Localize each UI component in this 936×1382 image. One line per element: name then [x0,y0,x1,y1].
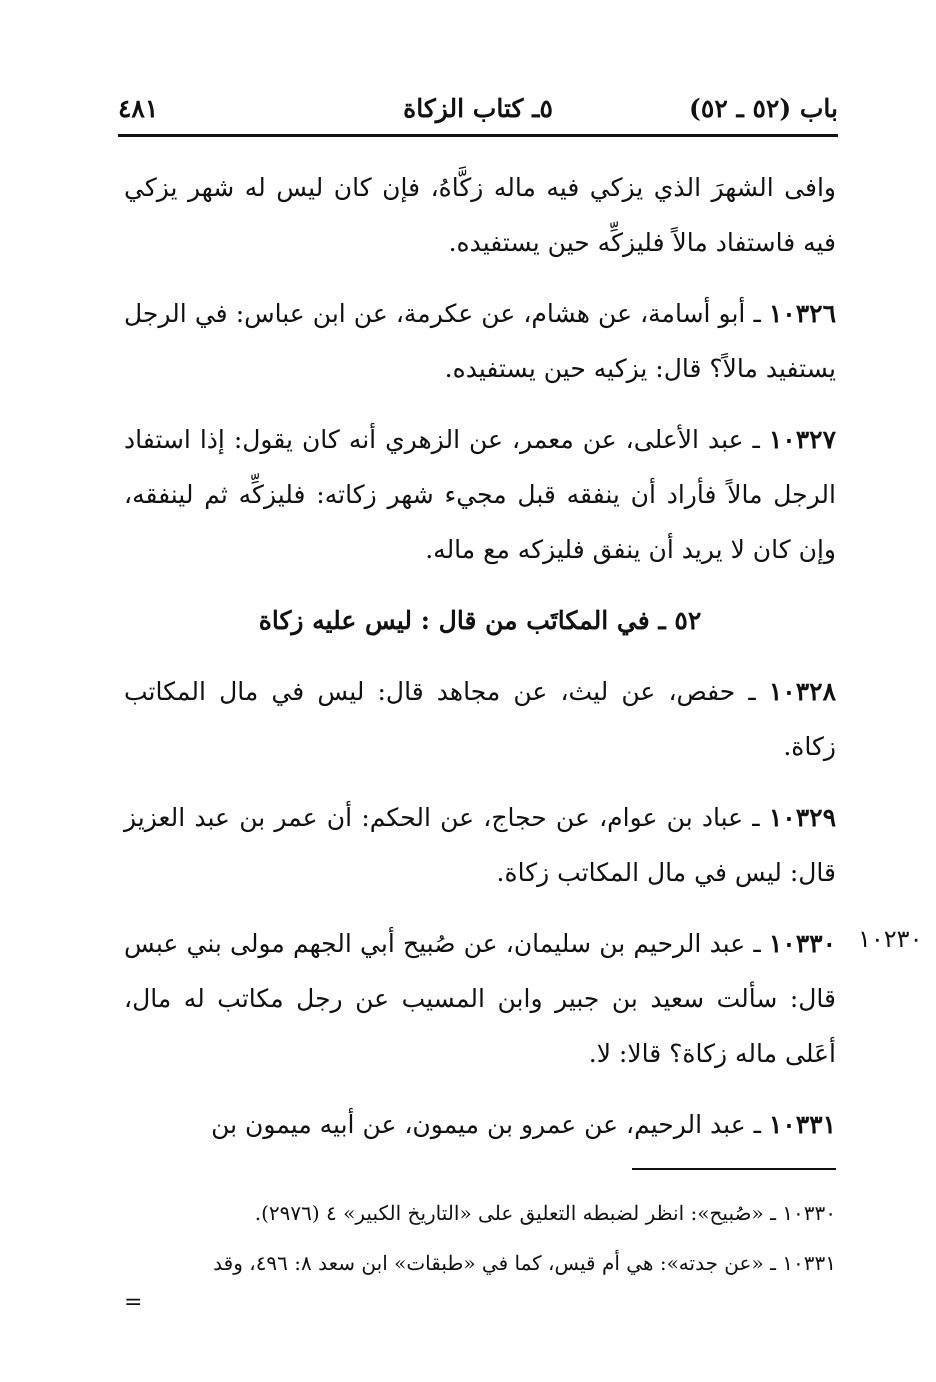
footnote-rule [632,1168,836,1170]
hadith-10330: ١٠٣٣٠ ـ عبد الرحيم بن سليمان، عن صُبيح أبي الجهم مولى بني عبس قال: سألت سعيد بن جبير وابن المسيب عن رجل مكاتب له مال، أعَلى ماله زكاة؟ قالا: لا. [124,929,836,1068]
hadith-number: ١٠٣٣٠ [768,929,836,958]
continuation-mark: = [124,1290,143,1315]
chapter-range: باب (٥٢ ـ ٥٢) [689,94,838,123]
margin-reference-number: ١٠٢٣٠ [858,925,923,953]
footnotes [124,1188,836,1288]
footnote-10330: ١٠٣٣٠ ـ «صُبيح»: انظر لضبطه التعليق على «التاريخ الكبير» ٤ (٢٩٧٦). [254,1201,836,1225]
hadith-number: ١٠٣٢٧ [768,425,836,454]
page-number: ٤٨١ [118,94,159,123]
hadith-10329: ١٠٣٢٩ ـ عباد بن عوام، عن حجاج، عن الحكم: أن عمر بن عبد العزيز قال: ليس في مال المكاتب زكاة. [124,803,836,887]
header-rule [118,134,838,137]
hadith-number: ١٠٣٢٦ [768,299,836,328]
running-header [118,88,838,134]
main-text [124,160,836,1168]
hadith-number: ١٠٣٣١ [768,1110,836,1139]
footnote-10331: ١٠٣٣١ ـ «عن جدته»: هي أم قيس، كما في «طبقات» ابن سعد ٨: ٤٩٦، وقد [213,1251,836,1275]
paragraph-continuation: وافى الشهرَ الذي يزكي فيه ماله زكَّاهُ، فإن كان ليس له شهر يزكي فيه فاستفاد مالاً فليزكِّه حين يستفيده. [124,173,836,257]
hadith-number: ١٠٣٢٨ [768,677,836,706]
book-title: ٥ـ كتاب الزكاة [403,94,553,123]
hadith-10328: ١٠٣٢٨ ـ حفص، عن ليث، عن مجاهد قال: ليس في مال المكاتب زكاة. [124,677,836,761]
hadith-number: ١٠٣٢٩ [768,803,836,832]
section-heading: ٥٢ ـ في المكاتَب من قال : ليس عليه زكاة [258,606,702,635]
hadith-10326: ١٠٣٢٦ ـ أبو أسامة، عن هشام، عن عكرمة، عن ابن عباس: في الرجل يستفيد مالاً؟ قال: يزكيه حين يستفيده. [124,299,836,383]
hadith-10331: ١٠٣٣١ ـ عبد الرحيم، عن عمرو بن ميمون، عن أبيه ميمون بن [211,1110,836,1139]
hadith-10327: ١٠٣٢٧ ـ عبد الأعلى، عن معمر، عن الزهري أنه كان يقول: إذا استفاد الرجل مالاً فأراد أن ينفقه قبل مجيء شهر زكاته: فليزكِّه ثم لينفقه، وإن كان لا يريد أن ينفق فليزكه مع ماله. [124,425,836,564]
